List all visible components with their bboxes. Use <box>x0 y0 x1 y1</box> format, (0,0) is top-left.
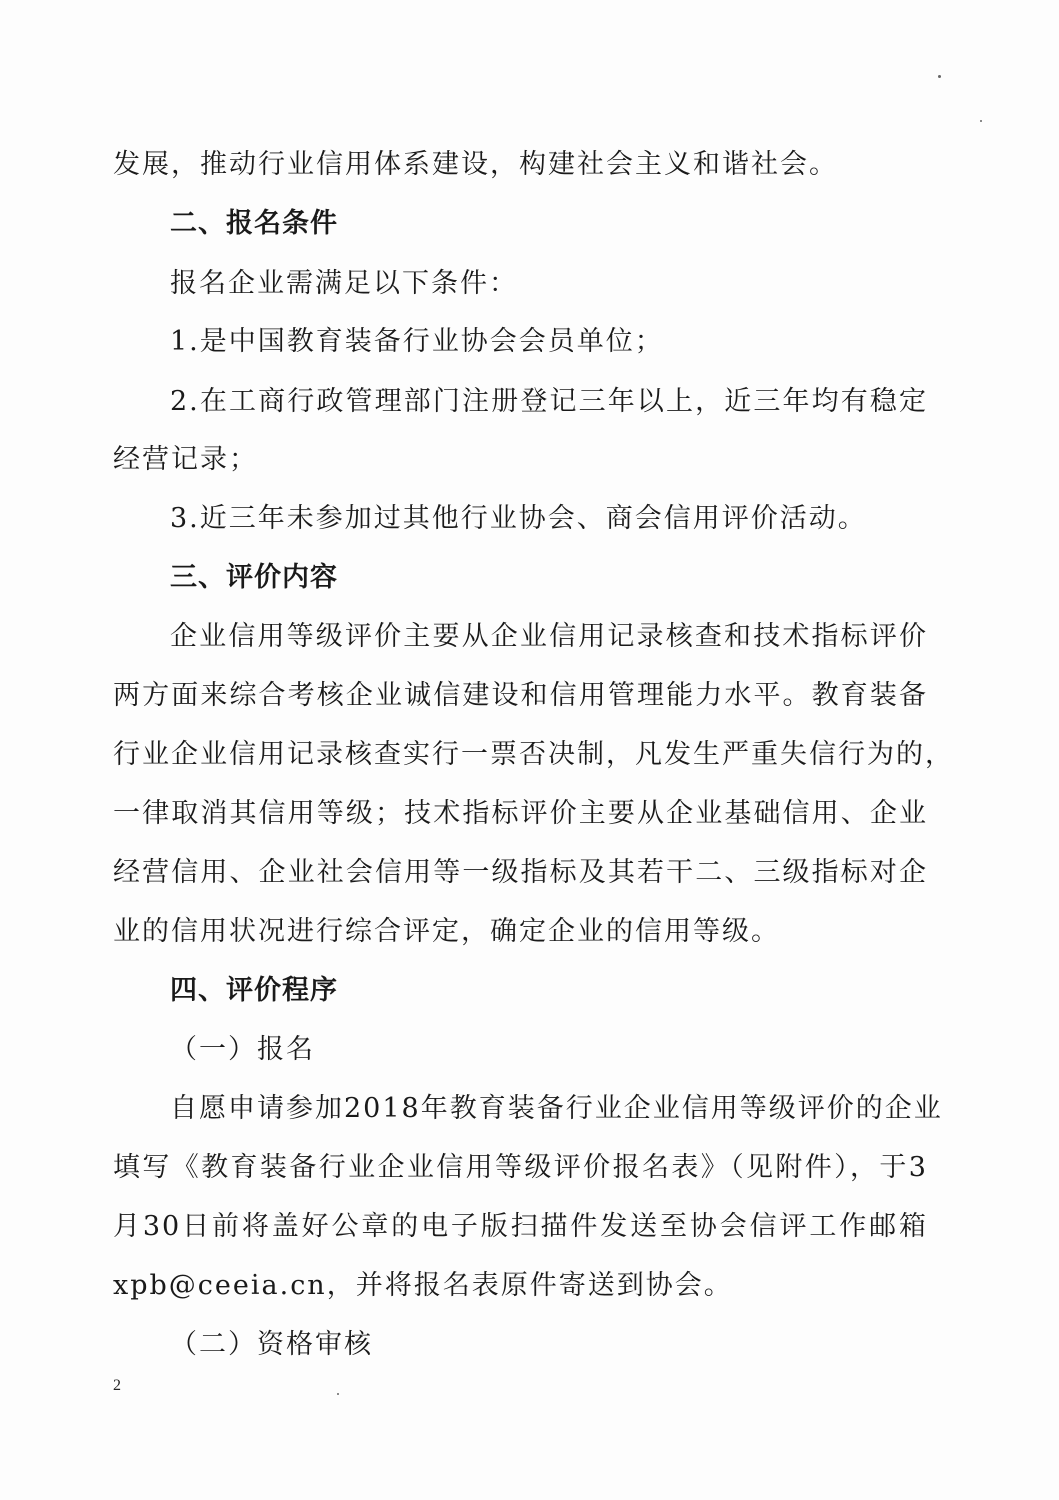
section-heading: 三、评价内容 <box>170 562 338 593</box>
body-text-line: 发展，推动行业信用体系建设，构建社会主义和谐社会。 <box>113 149 838 180</box>
body-text-line: 一律取消其信用等级；技术指标评价主要从企业基础信用、企业 <box>113 798 928 829</box>
section-heading: 二、报名条件 <box>170 208 338 239</box>
list-item: 1.是中国教育装备行业协会会员单位； <box>170 326 664 357</box>
body-text-line: 自愿申请参加2018年教育装备行业企业信用等级评价的企业 <box>170 1093 943 1124</box>
list-item: 2.在工商行政管理部门注册登记三年以上，近三年均有稳定 <box>170 386 928 417</box>
body-text-line: 两方面来综合考核企业诚信建设和信用管理能力水平。教育装备 <box>113 680 928 711</box>
body-text-line: 企业信用等级评价主要从企业信用记录核查和技术指标评价 <box>170 621 928 652</box>
body-text-line: 业的信用状况进行综合评定，确定企业的信用等级。 <box>113 916 780 947</box>
scan-speck <box>980 120 982 122</box>
page-number: 2 <box>113 1377 121 1394</box>
section-heading: 四、评价程序 <box>170 975 338 1006</box>
scan-speck <box>337 1393 339 1395</box>
subsection-heading: （二）资格审核 <box>170 1329 373 1360</box>
list-item: 3.近三年未参加过其他行业协会、商会信用评价活动。 <box>170 503 867 534</box>
subsection-heading: （一）报名 <box>170 1034 315 1065</box>
body-text-line: 经营信用、企业社会信用等一级指标及其若干二、三级指标对企 <box>113 857 928 888</box>
list-item-continuation: 经营记录； <box>113 444 258 475</box>
scan-speck <box>938 75 941 78</box>
body-text-line: 行业企业信用记录核查实行一票否决制，凡发生严重失信行为的， <box>113 739 954 770</box>
body-text-line: 填写《教育装备行业企业信用等级评价报名表》（见附件），于3 <box>113 1152 928 1183</box>
body-text-line: 报名企业需满足以下条件： <box>170 268 518 299</box>
body-text-line: xpb@ceeia.cn，并将报名表原件寄送到协会。 <box>113 1270 733 1301</box>
body-text-line: 月30日前将盖好公章的电子版扫描件发送至协会信评工作邮箱 <box>113 1211 928 1242</box>
